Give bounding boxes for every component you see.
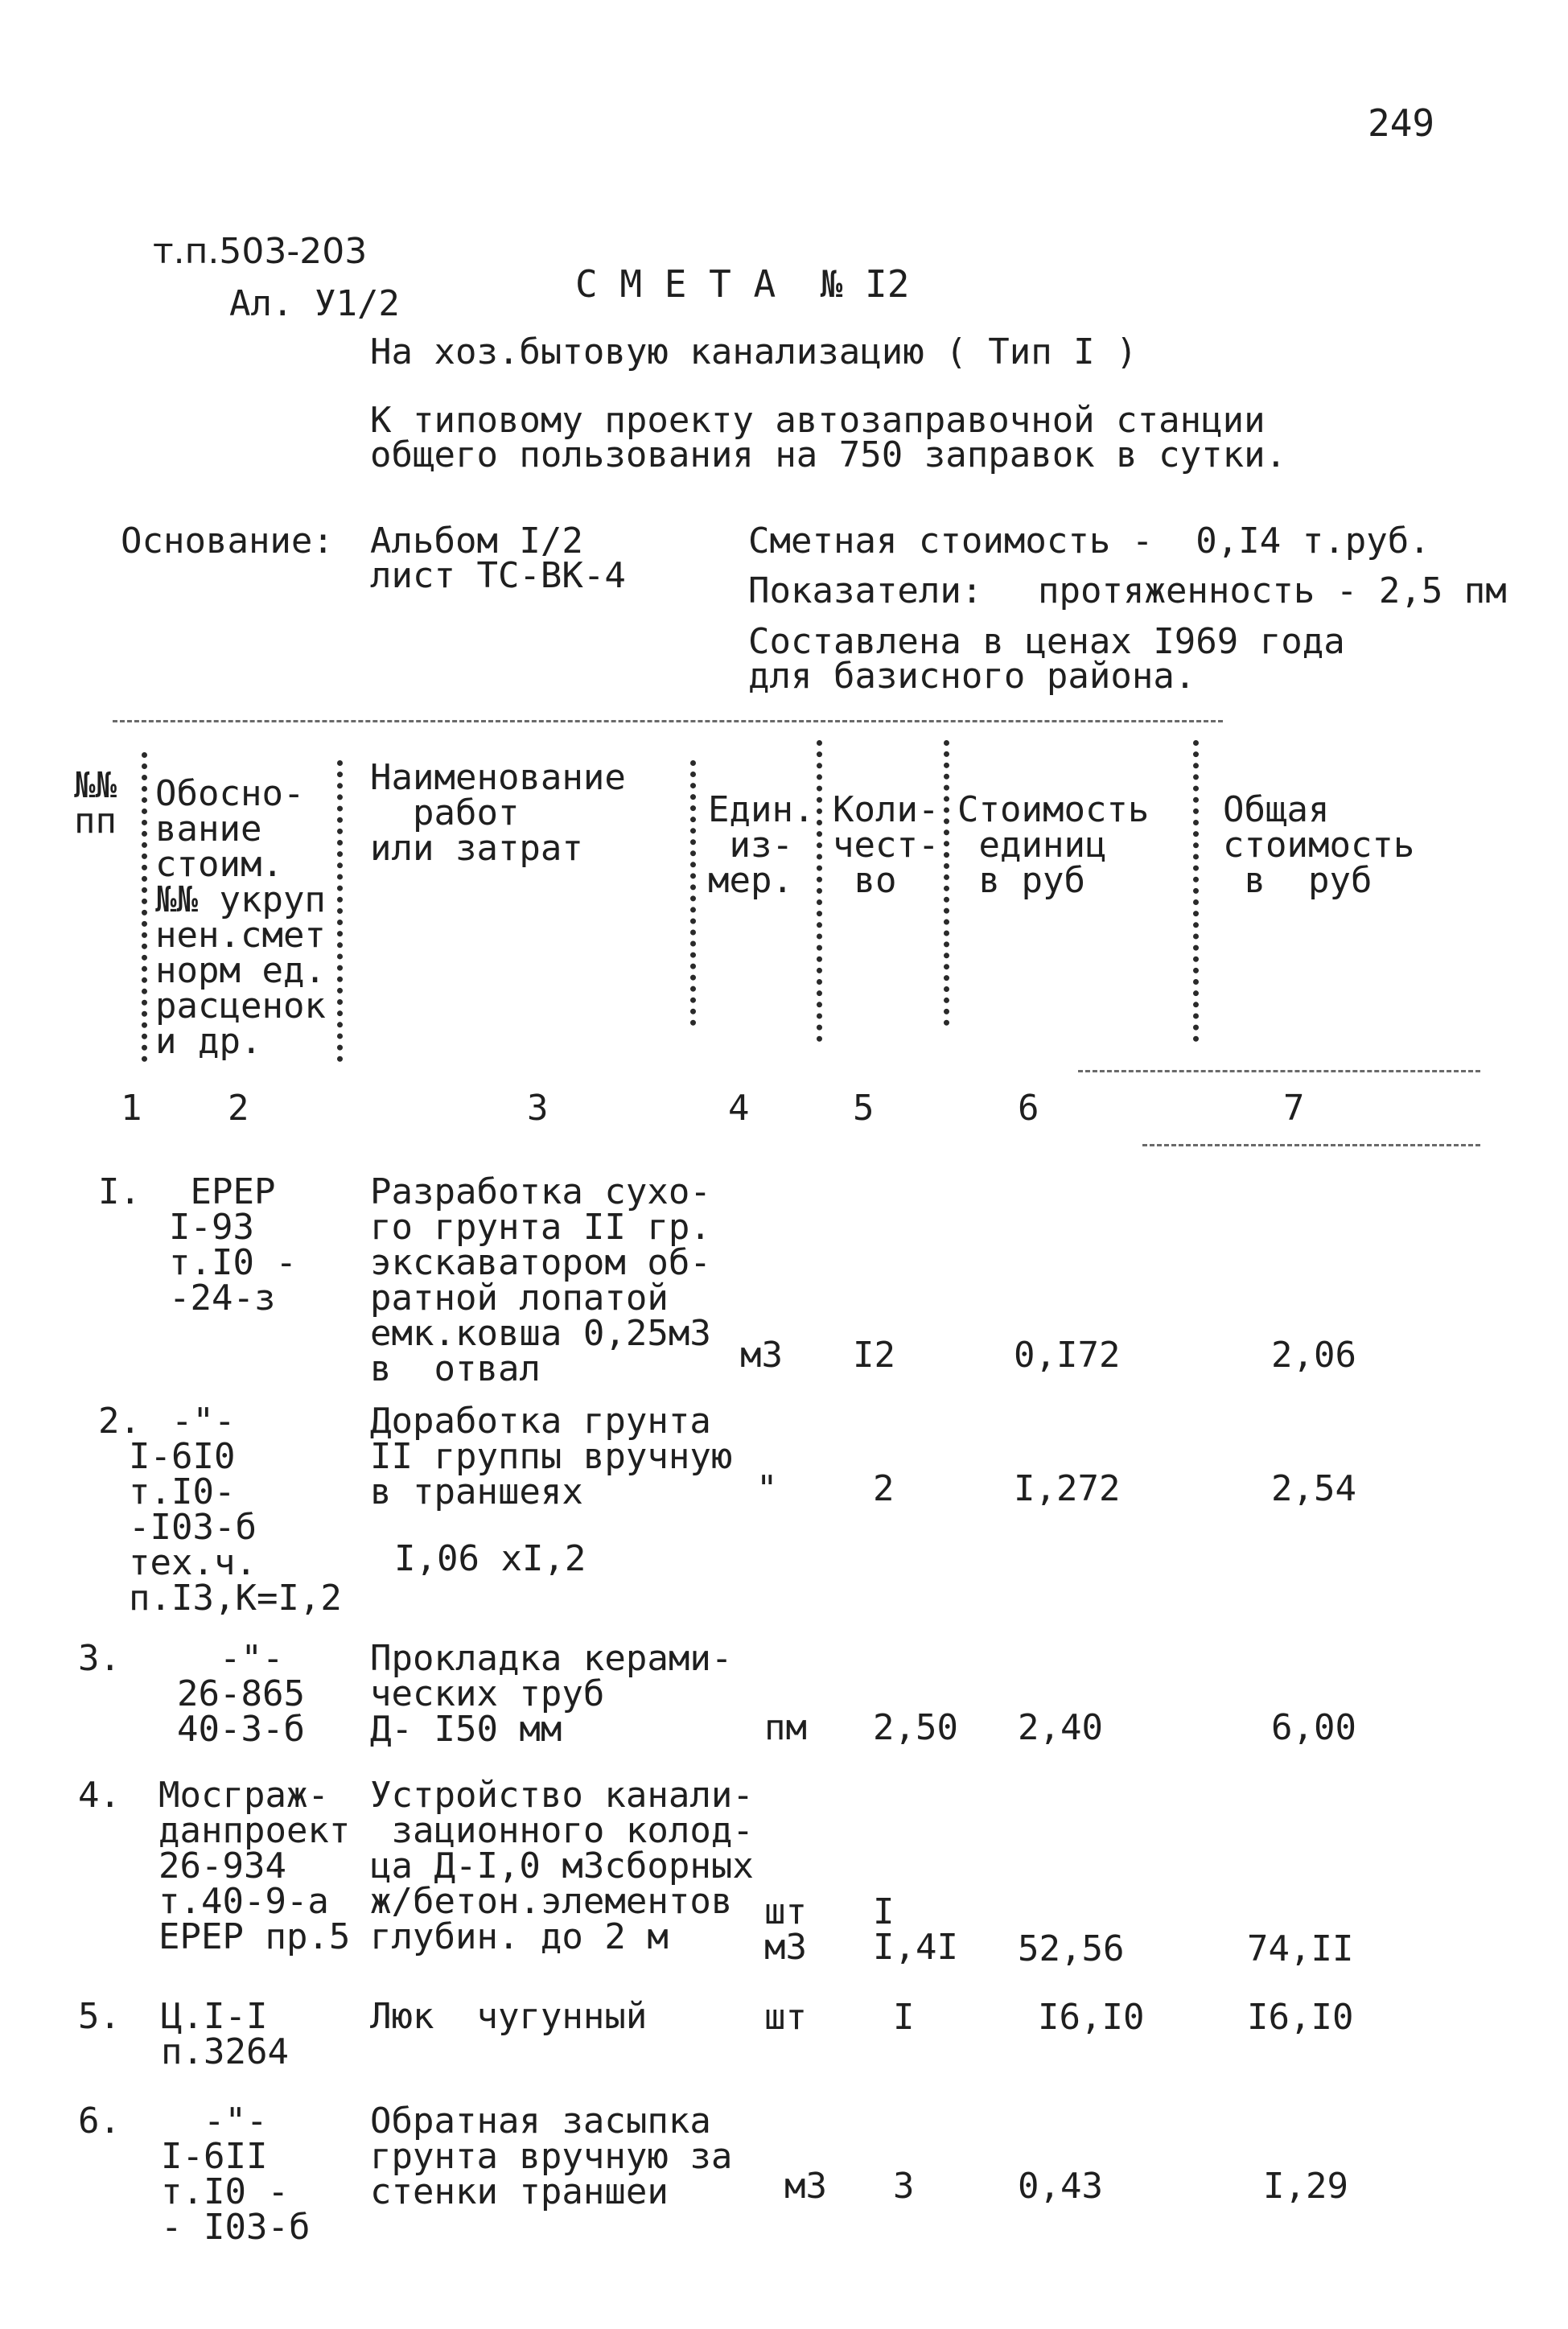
- header-col-total: Общая стоимость в руб: [1223, 789, 1415, 901]
- column-separator: [1193, 740, 1199, 1042]
- row-note: I,06 хI,2: [394, 1538, 586, 1579]
- row-quantity: 2,50: [873, 1707, 958, 1748]
- row-quantity: I: [893, 1997, 915, 2038]
- row-quantity: I2: [853, 1335, 895, 1376]
- row-unit-cost: 0,43: [1018, 2166, 1103, 2207]
- document-title: С М Е Т А № I2: [575, 262, 910, 306]
- row-total: 2,54: [1271, 1468, 1356, 1509]
- project-code: т.п.503-203: [153, 231, 368, 272]
- row-work-name: Обратная засыпка грунта вручную за стенки траншеи: [370, 2101, 733, 2212]
- row-unit-cost: I,272: [1014, 1468, 1121, 1509]
- row-number: 2.: [98, 1401, 141, 1442]
- column-number: 3: [527, 1088, 549, 1129]
- row-unit: ": [756, 1468, 778, 1509]
- row-unit-cost: 0,I72: [1014, 1335, 1121, 1376]
- column-number-rule: [1142, 1144, 1480, 1146]
- header-bottom-rule: [1078, 1070, 1480, 1072]
- column-number: 6: [1018, 1088, 1039, 1129]
- column-number: 4: [728, 1088, 750, 1129]
- row-basis: Мосграж- данпроект 26-934 т.40-9-а ЕРЕР пр.5: [158, 1775, 351, 1957]
- row-total: 6,00: [1271, 1707, 1356, 1748]
- basis-album: Альбом I/2: [370, 521, 583, 562]
- header-col-unit-cost: Стоимость единиц в руб: [957, 789, 1150, 901]
- basis-label: Основание:: [121, 521, 334, 562]
- header-col-unit: Един. из- мер.: [708, 789, 815, 901]
- basis-sheet: лист ТС-ВК-4: [370, 555, 626, 596]
- column-separator: [337, 760, 343, 1062]
- row-total: I,29: [1263, 2166, 1348, 2207]
- column-number: 5: [853, 1088, 875, 1129]
- column-separator: [142, 752, 147, 1062]
- indicators-label: Показатели:: [748, 570, 983, 611]
- row-unit: м3: [784, 2166, 827, 2207]
- row-number: 3.: [78, 1638, 121, 1679]
- header-col-name: Наименование работ или затрат: [370, 757, 626, 869]
- row-number: 5.: [78, 1996, 121, 2037]
- row-quantity: I I,4I: [873, 1891, 958, 1968]
- row-basis: Ц.I-I п.3264: [161, 1996, 289, 2072]
- row-number: 4.: [78, 1775, 121, 1816]
- row-unit: шт м3: [764, 1891, 807, 1968]
- column-number: 7: [1283, 1088, 1305, 1129]
- row-work-name: Разработка сухо- го грунта II гр. экскаватором об- ратной лопатой емк.ковша 0,25м3 в отвал: [370, 1171, 711, 1389]
- description-line-2: общего пользования на 750 заправок в сутки.: [370, 434, 1287, 475]
- album-code: Ал. У1/2: [229, 283, 400, 324]
- page-number: 249: [1368, 101, 1435, 145]
- row-unit-cost: 52,56: [1018, 1928, 1125, 1969]
- row-number: I.: [98, 1171, 141, 1212]
- row-unit-cost: I6,I0: [1038, 1997, 1145, 2038]
- document-subtitle: На хоз.бытовую канализацию ( Тип I ): [370, 331, 1138, 372]
- row-work-name: Люк чугунный: [370, 1996, 648, 2037]
- prices-line-2: для базисного района.: [748, 656, 1196, 697]
- column-number: 1: [121, 1088, 142, 1129]
- row-basis: -"- I-6II т.I0 - - I03-б: [161, 2101, 311, 2248]
- row-work-name: Доработка грунта II группы вручную в траншеях: [370, 1401, 733, 1512]
- estimated-cost: Сметная стоимость - 0,I4 т.руб.: [748, 521, 1430, 562]
- column-separator: [944, 740, 949, 1026]
- row-total: 74,II: [1247, 1928, 1354, 1969]
- header-col-basis: Обосно- вание стоим. №№ укруп нен.смет норм ед. расценок и др.: [155, 773, 326, 1062]
- row-basis: -"- I-6I0 т.I0- -I03-б тех.ч. п.I3,К=I,2: [129, 1401, 342, 1619]
- row-work-name: Прокладка керами- ческих труб Д- I50 мм: [370, 1638, 733, 1750]
- table-top-rule: [113, 720, 1223, 722]
- row-total: 2,06: [1271, 1335, 1356, 1376]
- column-number: 2: [228, 1088, 249, 1129]
- column-separator: [817, 740, 822, 1042]
- row-basis: -"- 26-865 40-3-б: [177, 1638, 305, 1750]
- row-number: 6.: [78, 2101, 121, 2142]
- column-separator: [690, 760, 696, 1026]
- row-unit: шт: [764, 1997, 807, 2038]
- row-basis: ЕРЕР I-93 т.I0 - -24-з: [169, 1171, 297, 1319]
- row-total: I6,I0: [1247, 1997, 1354, 2038]
- row-unit: пм: [764, 1707, 807, 1748]
- header-col-qty: Коли- чест- во: [833, 789, 940, 901]
- row-unit-cost: 2,40: [1018, 1707, 1103, 1748]
- row-work-name: Устройство канали- зационного колод- ца Д-I,0 м3сборных ж/бетон.элементов глубин. до 2 м: [370, 1775, 754, 1957]
- row-quantity: 2: [873, 1468, 895, 1509]
- header-col-number: №№ пп: [74, 765, 117, 841]
- row-unit: м3: [740, 1335, 783, 1376]
- description-line-1: К типовому проекту автозаправочной станции: [370, 400, 1266, 441]
- prices-line-1: Составлена в ценах I969 года: [748, 621, 1345, 662]
- indicators-value: протяженность - 2,5 пм: [1038, 570, 1507, 611]
- row-quantity: 3: [893, 2166, 915, 2207]
